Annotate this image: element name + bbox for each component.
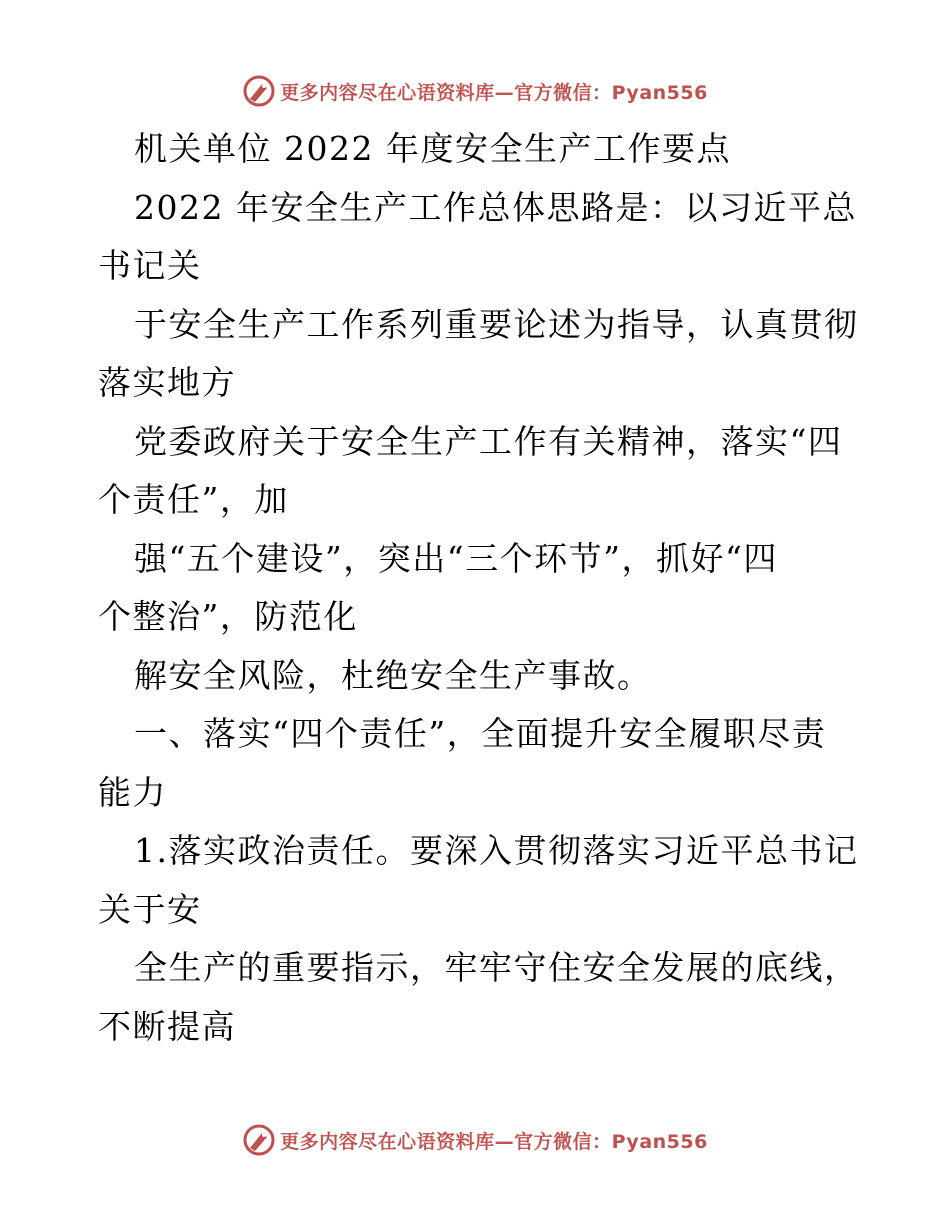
document-body [98,120,858,1056]
text-line: 机关单位 2022 年度安全生产工作要点 [134,129,731,168]
text-line: 党委政府关于安全生产工作有关精神，落实“四 [134,421,843,461]
pen-circle-logo-icon [242,74,276,108]
text-line: 2022 年安全生产工作总体思路是：以习近平总 [134,187,857,227]
header-watermark [0,73,950,109]
text-line: 不断提高 [98,1006,236,1046]
text-line: 个责任”，加 [98,480,289,519]
text-line: 全生产的重要指示，牢牢守住安全发展的底线， [134,948,859,987]
text-line: 能力 [98,772,167,812]
footer-watermark [0,1122,950,1158]
text-line: 1.落实政治责任。要深入贯彻落实习近平总书记 [134,831,859,870]
text-line: 书记关 [98,246,202,285]
watermark-text: 更多内容尽在心语资料库—官方微信：Pyan556 [280,81,708,104]
text-line: 个整治”，防范化 [98,597,358,636]
text-line: 强“五个建设”，突出“三个环节”，抓好“四 [134,538,778,578]
pen-circle-logo-icon [242,1123,276,1157]
text-line: 解安全风险，杜绝安全生产事故。 [134,655,652,695]
text-line: 一、落实“四个责任”，全面提升安全履职尽责 [134,714,827,753]
text-line: 落实地方 [98,363,236,402]
text-line: 于安全生产工作系列重要论述为指导，认真贯彻 [134,304,859,344]
watermark-text: 更多内容尽在心语资料库—官方微信：Pyan556 [280,1130,708,1153]
text-line: 关于安 [98,889,202,929]
